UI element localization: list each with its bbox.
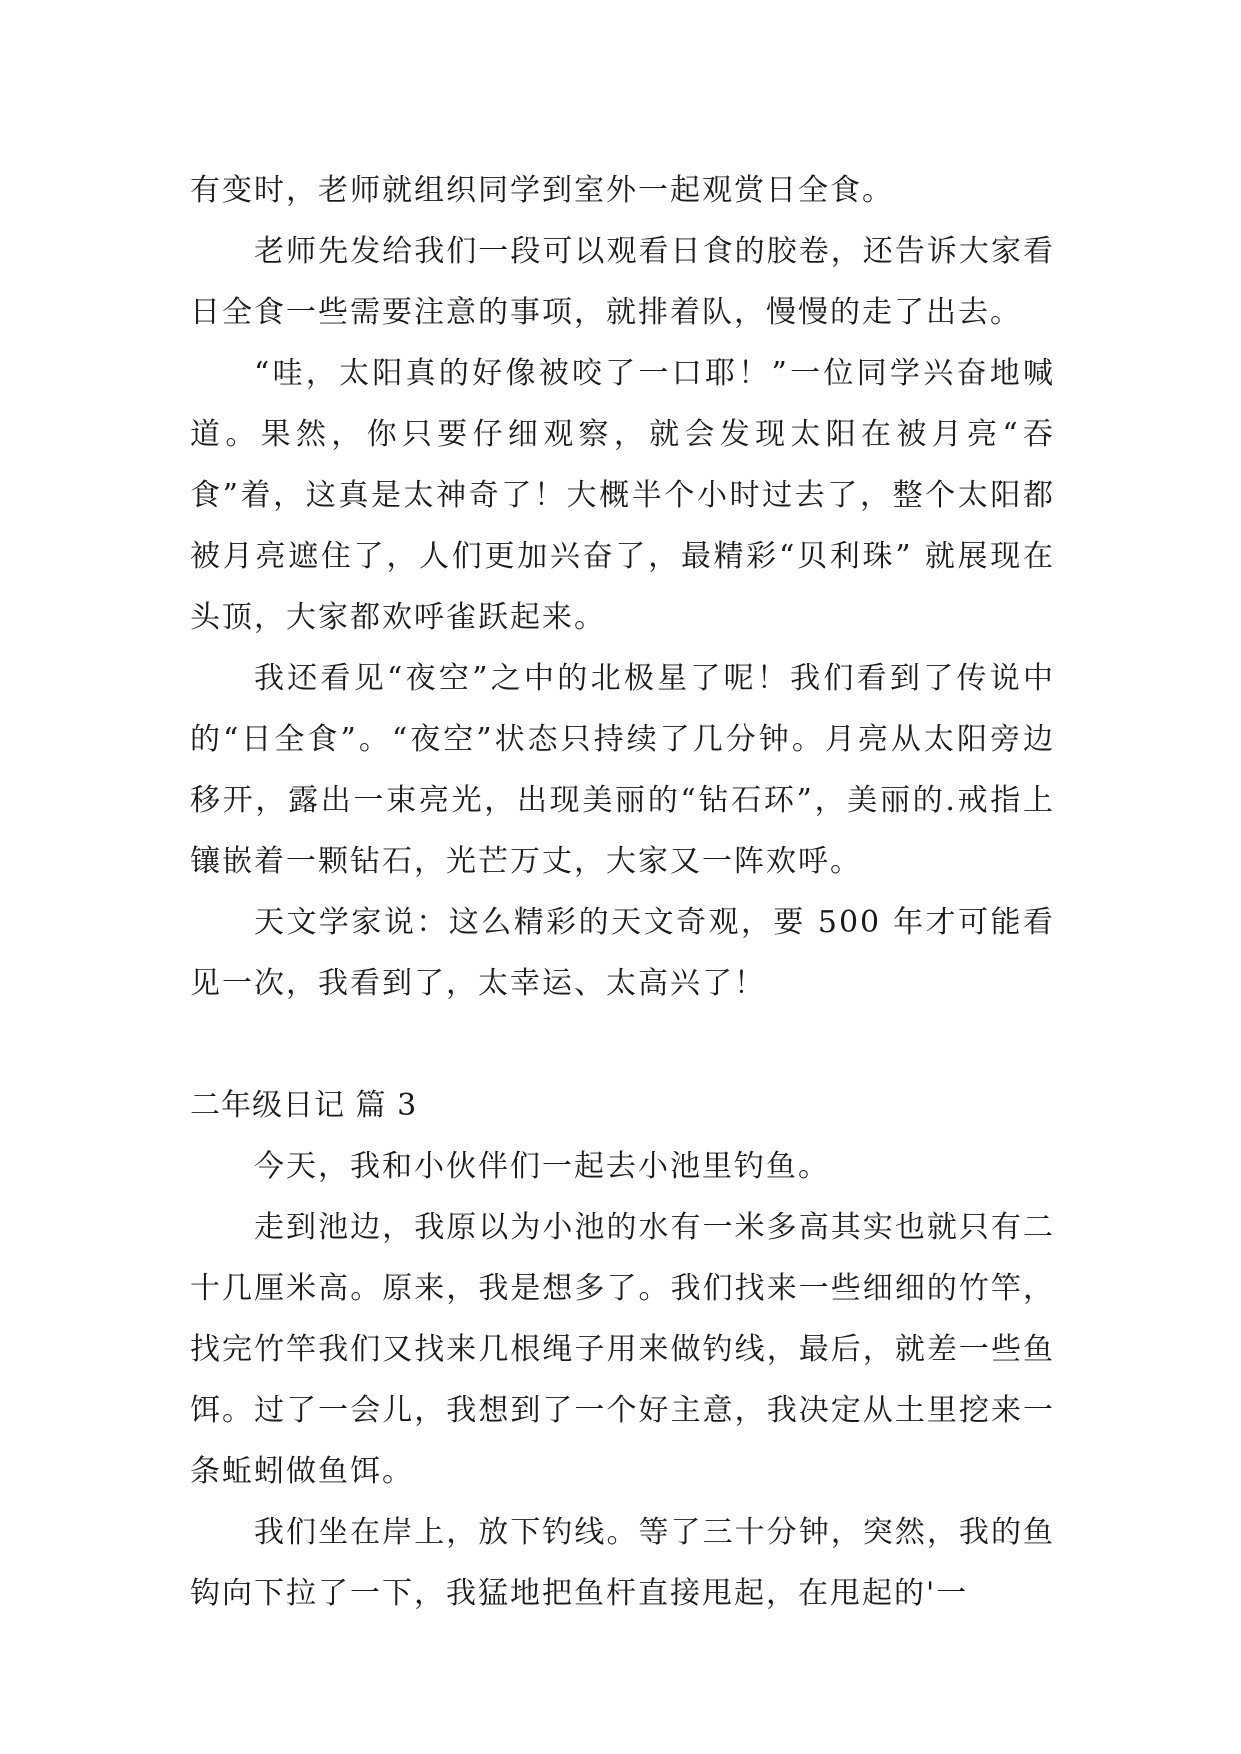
paragraph-pond: 走到池边，我原以为小池的水有一米多高其实也就只有二十几厘米高。原来，我是想多了。我们找来一些细细的竹竿，找完竹竿我们又找来几根绳子用来做钓线，最后，就差一些鱼饵。过了一会儿，我想到了一个好主意，我决定从土里挖来一条蚯蚓做鱼饵。 bbox=[190, 1210, 1055, 1489]
paragraph-catch: 我们坐在岸上，放下钓线。等了三十分钟，突然，我的鱼钩向下拉了一下，我猛地把鱼杆直接甩起，在甩起的'一 bbox=[190, 1515, 1055, 1611]
paragraph-fishing-intro: 今天，我和小伙伴们一起去小池里钓鱼。 bbox=[254, 1149, 830, 1184]
paragraph-astronomer: 天文学家说：这么精彩的天文奇观，要 500 年才可能看见一次，我看到了，太幸运、太高兴了！ bbox=[190, 905, 1055, 1001]
paragraph-sun-bitten: “哇，太阳真的好像被咬了一口耶！”一位同学兴奋地喊道。果然，你只要仔细观察，就会发现太阳在被月亮“吞食”着，这真是太神奇了！大概半个小时过去了，整个太阳都被月亮遮住了，人们更加兴奋了，最精彩“贝利珠” 就展现在头顶，大家都欢呼雀跃起来。 bbox=[190, 356, 1055, 635]
section-heading: 二年级日记 篇 3 bbox=[190, 1088, 418, 1123]
paragraph-film: 老师先发给我们一段可以观看日食的胶卷，还告诉大家看日全食一些需要注意的事项，就排着队，慢慢的走了出去。 bbox=[190, 234, 1055, 330]
paragraph-night-sky: 我还看见“夜空”之中的北极星了呢！我们看到了传说中的“日全食”。“夜空”状态只持续了几分钟。月亮从太阳旁边移开，露出一束亮光，出现美丽的“钻石环”，美丽的.戒指上镶嵌着一颗钻石，光芒万丈，大家又一阵欢呼。 bbox=[190, 661, 1055, 879]
document-body bbox=[190, 160, 1055, 1624]
paragraph-continued: 有变时，老师就组织同学到室外一起观赏日全食。 bbox=[190, 173, 894, 208]
